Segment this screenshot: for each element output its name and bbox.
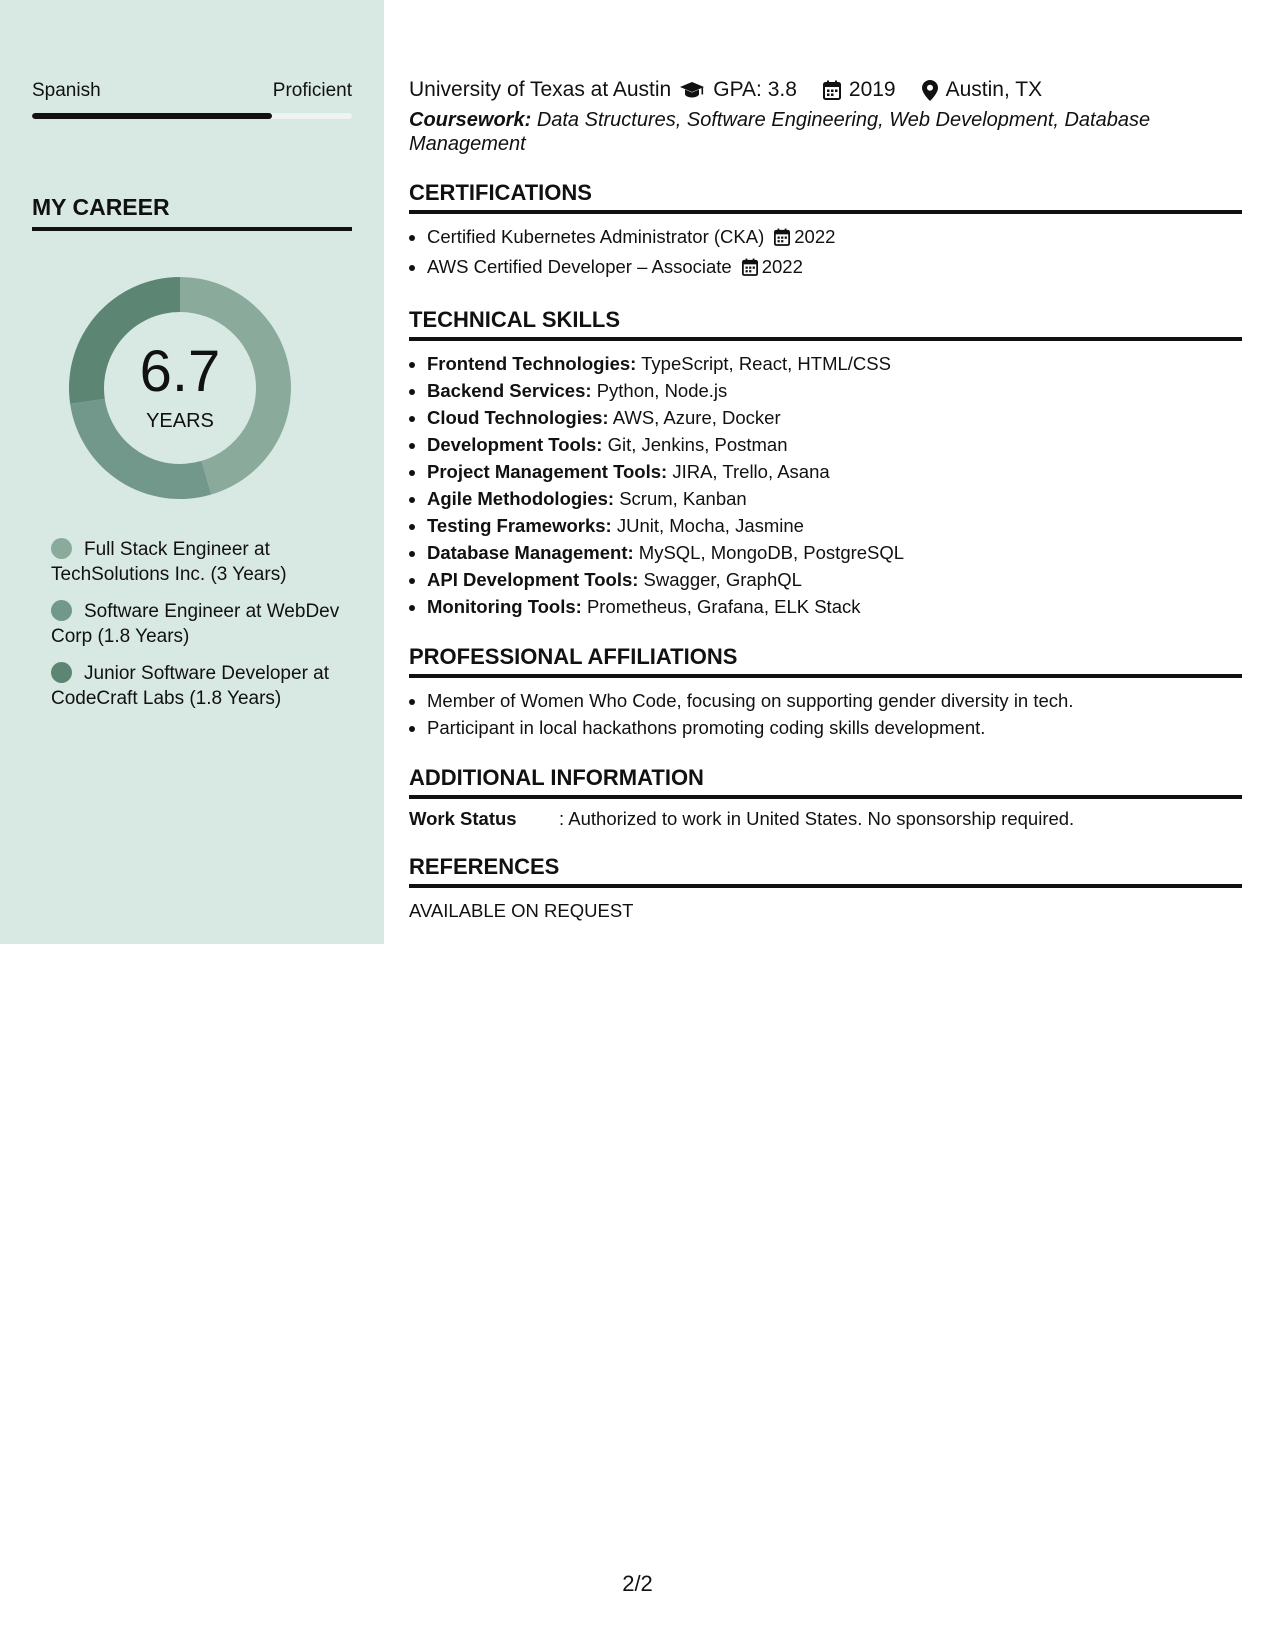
certification-year: 2022 [761, 256, 803, 277]
affiliations-list [409, 687, 1242, 741]
skill-item [427, 431, 1242, 458]
certification-name: AWS Certified Developer – Associate [427, 256, 732, 277]
skill-values: Scrum, Kanban [619, 488, 747, 509]
skill-item [427, 404, 1242, 431]
certification-item [427, 223, 1242, 253]
affiliation-item: • Member of Women Who Code, focusing on supporting gender diversity in tech. [427, 687, 1242, 714]
skill-category: Cloud Technologies: [427, 407, 609, 428]
skill-item [427, 377, 1242, 404]
language-level: Proficient [272, 80, 352, 101]
certifications-title: CERTIFICATIONS [409, 180, 1242, 214]
skill-item [427, 485, 1242, 512]
calendar-icon [774, 226, 790, 253]
graduation-year: 2019 [848, 78, 896, 101]
skill-item [427, 350, 1242, 377]
calendar-icon [742, 256, 758, 283]
certification-name: Certified Kubernetes Administrator (CKA) [427, 226, 765, 247]
career-role: Software Engineer at WebDev Corp (1.8 Years) [51, 601, 340, 647]
career-total-unit: YEARS [146, 410, 214, 432]
career-section-title: MY CAREER [32, 194, 352, 231]
certification-year: 2022 [794, 226, 836, 247]
skill-category: Agile Methodologies: [427, 488, 615, 509]
language-row [32, 80, 352, 102]
sidebar [0, 0, 384, 944]
work-status-row [409, 808, 1242, 830]
skill-values: Swagger, GraphQL [643, 569, 802, 590]
legend-dot [51, 600, 72, 621]
legend-dot [51, 538, 72, 559]
skill-item [427, 539, 1242, 566]
career-role: Junior Software Developer at CodeCraft Labs (1.8 Years) [51, 663, 330, 709]
language-proficiency-fill [32, 113, 272, 119]
career-legend-item [51, 599, 351, 649]
career-role: Full Stack Engineer at TechSolutions Inc. (3 Years) [51, 539, 287, 585]
language-proficiency-bar [32, 113, 352, 119]
school-name: University of Texas at Austin [409, 78, 672, 101]
coursework-list: Data Structures, Software Engineering, Web Development, Database Management [409, 109, 1151, 155]
skill-category: Testing Frameworks: [427, 515, 612, 536]
skill-values: JUnit, Mocha, Jasmine [616, 515, 804, 536]
technical-skills-list [409, 350, 1242, 620]
calendar-icon [823, 80, 841, 100]
skill-values: MySQL, MongoDB, PostgreSQL [638, 542, 905, 563]
skill-item [427, 593, 1242, 620]
additional-info-title: ADDITIONAL INFORMATION [409, 765, 1242, 799]
skill-values: Git, Jenkins, Postman [607, 434, 788, 455]
career-legend-item [51, 537, 351, 587]
skill-category: Database Management: [427, 542, 634, 563]
affiliation-item: • Participant in local hackathons promoting coding skills development. [427, 714, 1242, 741]
main-content [409, 78, 1242, 922]
gpa: GPA: 3.8 [713, 78, 797, 101]
skill-category: Monitoring Tools: [427, 596, 582, 617]
coursework-label: Coursework: [409, 109, 532, 131]
graduation-cap-icon [679, 80, 705, 100]
work-status-value: : Authorized to work in United States. No sponsorship required. [559, 808, 1075, 829]
skill-item [427, 458, 1242, 485]
page-number: 2/2 [622, 1571, 653, 1596]
references-title: REFERENCES [409, 854, 1242, 888]
skill-values: AWS, Azure, Docker [612, 407, 781, 428]
school-location: Austin, TX [945, 78, 1043, 101]
certification-item [427, 253, 1242, 283]
skill-category: Development Tools: [427, 434, 603, 455]
skill-category: Project Management Tools: [427, 461, 668, 482]
certifications-list [409, 223, 1242, 283]
education-line [409, 78, 1242, 102]
skill-values: Python, Node.js [596, 380, 728, 401]
skill-values: TypeScript, React, HTML/CSS [641, 353, 891, 374]
skill-item [427, 566, 1242, 593]
skill-item [427, 512, 1242, 539]
affiliations-title: PROFESSIONAL AFFILIATIONS [409, 644, 1242, 678]
career-total-value: 6.7 [139, 339, 221, 404]
references-text: AVAILABLE ON REQUEST [409, 900, 634, 921]
legend-dot [51, 662, 72, 683]
language-name: Spanish [32, 80, 101, 101]
location-pin-icon [922, 80, 938, 101]
skill-category: Frontend Technologies: [427, 353, 637, 374]
skill-values: JIRA, Trello, Asana [672, 461, 830, 482]
career-legend [51, 537, 351, 723]
career-legend-item [51, 661, 351, 711]
skill-category: API Development Tools: [427, 569, 639, 590]
skill-category: Backend Services: [427, 380, 592, 401]
coursework [409, 108, 1242, 156]
work-status-label: Work Status [409, 808, 517, 829]
technical-skills-title: TECHNICAL SKILLS [409, 307, 1242, 341]
skill-values: Prometheus, Grafana, ELK Stack [586, 596, 861, 617]
